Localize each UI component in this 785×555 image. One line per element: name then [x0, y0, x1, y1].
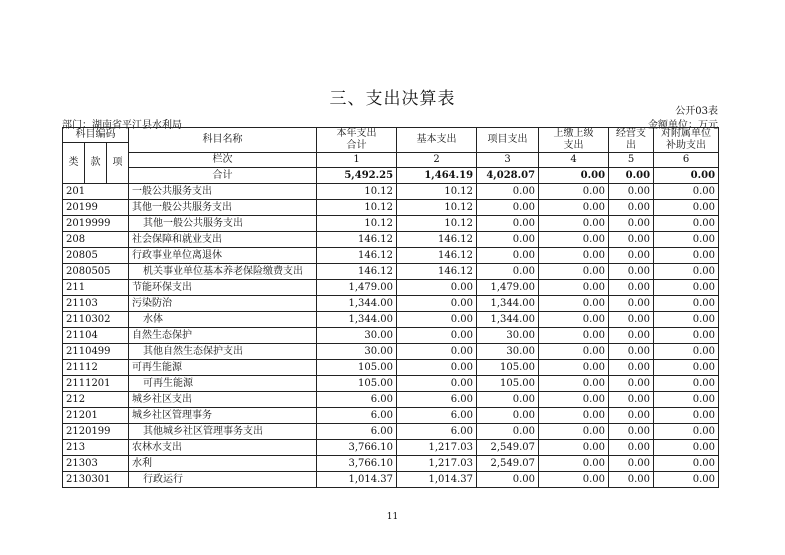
amount-cell: 0.00 — [397, 376, 477, 392]
amount-cell: 0.00 — [654, 472, 719, 488]
total-row — [63, 168, 719, 184]
amount-cell: 0.00 — [539, 328, 609, 344]
col-num: 3 — [477, 153, 539, 168]
amount-cell: 10.12 — [397, 184, 477, 200]
table-row — [63, 312, 719, 328]
subject-code: 21112 — [63, 360, 129, 376]
subject-code: 213 — [63, 440, 129, 456]
amount-cell: 0.00 — [477, 200, 539, 216]
table-row — [63, 248, 719, 264]
subject-code: 2111201 — [63, 376, 129, 392]
amount-cell: 0.00 — [609, 408, 654, 424]
table-row — [63, 392, 719, 408]
amount-cell: 0.00 — [654, 296, 719, 312]
amount-cell: 0.00 — [654, 232, 719, 248]
subject-code: 21103 — [63, 296, 129, 312]
amount-cell: 146.12 — [317, 264, 397, 280]
amount-cell: 1,344.00 — [317, 312, 397, 328]
amount-cell: 0.00 — [609, 424, 654, 440]
expenditure-table — [62, 127, 719, 488]
subject-name: 其他城乡社区管理事务支出 — [129, 424, 317, 440]
total-value: 0.00 — [539, 168, 609, 184]
header-total-line2: 合计 — [346, 140, 367, 151]
amount-cell: 0.00 — [539, 184, 609, 200]
table-row — [63, 200, 719, 216]
amount-cell: 30.00 — [317, 344, 397, 360]
subject-name: 行政事业单位离退休 — [129, 248, 317, 264]
header-shangjiao-line2: 支出 — [563, 140, 584, 151]
subject-code: 2110302 — [63, 312, 129, 328]
table-row — [63, 296, 719, 312]
amount-cell: 0.00 — [609, 184, 654, 200]
header-kuan: 款 — [85, 143, 107, 184]
table-row — [63, 360, 719, 376]
amount-cell: 0.00 — [477, 472, 539, 488]
amount-cell: 0.00 — [654, 376, 719, 392]
amount-cell: 0.00 — [539, 232, 609, 248]
amount-cell: 1,479.00 — [317, 280, 397, 296]
amount-cell: 0.00 — [539, 360, 609, 376]
total-value: 0.00 — [654, 168, 719, 184]
subject-code: 2019999 — [63, 216, 129, 232]
table-row — [63, 424, 719, 440]
amount-cell: 0.00 — [539, 472, 609, 488]
amount-cell: 0.00 — [477, 248, 539, 264]
amount-cell: 6.00 — [317, 408, 397, 424]
table-row — [63, 184, 719, 200]
subject-code: 21201 — [63, 408, 129, 424]
amount-cell: 0.00 — [654, 456, 719, 472]
header-row-1 — [63, 128, 719, 143]
amount-cell: 6.00 — [397, 392, 477, 408]
amount-cell: 0.00 — [397, 312, 477, 328]
subject-name: 可再生能源 — [129, 376, 317, 392]
header-jingying — [609, 128, 654, 153]
amount-cell: 146.12 — [317, 248, 397, 264]
amount-cell: 3,766.10 — [317, 456, 397, 472]
amount-cell: 10.12 — [317, 200, 397, 216]
amount-cell: 0.00 — [539, 248, 609, 264]
amount-cell: 30.00 — [477, 328, 539, 344]
header-shangjiao — [539, 128, 609, 153]
header-subject-name: 科目名称 — [129, 128, 317, 153]
subject-name: 水体 — [129, 312, 317, 328]
table-row — [63, 264, 719, 280]
header-jingying-line1: 经营支 — [616, 128, 647, 139]
subject-code: 2110499 — [63, 344, 129, 360]
col-num: 6 — [654, 153, 719, 168]
amount-cell: 1,217.03 — [397, 440, 477, 456]
subject-name: 其他一般公共服务支出 — [129, 200, 317, 216]
header-project: 项目支出 — [477, 128, 539, 153]
amount-cell: 6.00 — [317, 392, 397, 408]
total-value: 4,028.07 — [477, 168, 539, 184]
amount-cell: 0.00 — [397, 296, 477, 312]
amount-cell: 0.00 — [654, 216, 719, 232]
amount-cell: 0.00 — [539, 280, 609, 296]
amount-cell: 0.00 — [609, 264, 654, 280]
amount-cell: 1,344.00 — [317, 296, 397, 312]
total-value: 5,492.25 — [317, 168, 397, 184]
table-row — [63, 376, 719, 392]
subject-name: 机关事业单位基本养老保险缴费支出 — [129, 264, 317, 280]
subject-name: 污染防治 — [129, 296, 317, 312]
header-total-line1: 本年支出 — [336, 128, 377, 139]
amount-cell: 0.00 — [477, 424, 539, 440]
amount-cell: 105.00 — [477, 360, 539, 376]
amount-cell: 30.00 — [317, 328, 397, 344]
amount-cell: 0.00 — [654, 328, 719, 344]
header-xiang: 项 — [107, 143, 129, 184]
subject-name: 农林水支出 — [129, 440, 317, 456]
amount-cell: 0.00 — [477, 184, 539, 200]
amount-cell: 6.00 — [317, 424, 397, 440]
table-row — [63, 472, 719, 488]
col-num: 1 — [317, 153, 397, 168]
amount-cell: 1,217.03 — [397, 456, 477, 472]
amount-cell: 0.00 — [539, 392, 609, 408]
amount-cell: 30.00 — [477, 344, 539, 360]
column-number-row — [63, 153, 719, 168]
amount-cell: 146.12 — [397, 264, 477, 280]
amount-cell: 0.00 — [397, 280, 477, 296]
total-label: 合计 — [129, 168, 317, 184]
amount-cell: 0.00 — [609, 280, 654, 296]
header-lei: 类 — [63, 143, 85, 184]
amount-cell: 0.00 — [654, 392, 719, 408]
subject-code: 208 — [63, 232, 129, 248]
amount-cell: 2,549.07 — [477, 440, 539, 456]
amount-cell: 0.00 — [539, 216, 609, 232]
amount-cell: 1,014.37 — [397, 472, 477, 488]
amount-cell: 146.12 — [397, 232, 477, 248]
subject-name: 行政运行 — [129, 472, 317, 488]
subject-code: 20805 — [63, 248, 129, 264]
amount-cell: 1,479.00 — [477, 280, 539, 296]
amount-cell: 0.00 — [539, 344, 609, 360]
header-shangjiao-line1: 上缴上级 — [553, 128, 594, 139]
form-code: 公开03表 — [675, 106, 718, 117]
subject-name: 自然生态保护 — [129, 328, 317, 344]
col-num: 2 — [397, 153, 477, 168]
amount-cell: 0.00 — [539, 296, 609, 312]
subject-code: 2130301 — [63, 472, 129, 488]
department-label: 部门：湖南省平江县水利局 — [62, 120, 182, 131]
amount-cell: 146.12 — [397, 248, 477, 264]
amount-cell: 0.00 — [654, 440, 719, 456]
amount-cell: 0.00 — [539, 376, 609, 392]
amount-cell: 0.00 — [539, 408, 609, 424]
amount-cell: 0.00 — [539, 424, 609, 440]
header-subject-code: 科目编码 — [63, 128, 129, 143]
amount-cell: 2,549.07 — [477, 456, 539, 472]
page-title: 三、支出决算表 — [329, 89, 456, 109]
amount-cell: 0.00 — [654, 424, 719, 440]
subject-name: 其他一般公共服务支出 — [129, 216, 317, 232]
amount-cell: 0.00 — [477, 408, 539, 424]
subject-name: 城乡社区支出 — [129, 392, 317, 408]
subject-code: 21104 — [63, 328, 129, 344]
amount-cell: 105.00 — [477, 376, 539, 392]
amount-cell: 0.00 — [654, 312, 719, 328]
total-value: 0.00 — [609, 168, 654, 184]
amount-cell: 0.00 — [654, 408, 719, 424]
total-value: 1,464.19 — [397, 168, 477, 184]
table-row — [63, 216, 719, 232]
amount-cell: 0.00 — [609, 312, 654, 328]
amount-cell: 0.00 — [609, 376, 654, 392]
amount-cell: 0.00 — [654, 264, 719, 280]
col-num: 4 — [539, 153, 609, 168]
subject-name: 水利 — [129, 456, 317, 472]
amount-cell: 0.00 — [397, 328, 477, 344]
amount-cell: 10.12 — [317, 216, 397, 232]
amount-cell: 0.00 — [654, 344, 719, 360]
subject-code: 211 — [63, 280, 129, 296]
amount-cell: 0.00 — [609, 472, 654, 488]
header-buzhu — [654, 128, 719, 153]
table-row — [63, 280, 719, 296]
amount-cell: 0.00 — [539, 264, 609, 280]
amount-cell: 0.00 — [477, 216, 539, 232]
amount-cell: 10.12 — [397, 216, 477, 232]
amount-cell: 0.00 — [477, 392, 539, 408]
amount-cell: 0.00 — [539, 312, 609, 328]
amount-cell: 105.00 — [317, 360, 397, 376]
subject-name: 一般公共服务支出 — [129, 184, 317, 200]
subject-name: 其他自然生态保护支出 — [129, 344, 317, 360]
amount-cell: 3,766.10 — [317, 440, 397, 456]
amount-cell: 105.00 — [317, 376, 397, 392]
table-row — [63, 408, 719, 424]
amount-cell: 0.00 — [654, 184, 719, 200]
amount-cell: 1,344.00 — [477, 312, 539, 328]
header-buzhu-line1: 对附属单位 — [661, 128, 712, 139]
header-total — [317, 128, 397, 153]
amount-cell: 0.00 — [397, 344, 477, 360]
table-row — [63, 328, 719, 344]
amount-cell: 0.00 — [609, 216, 654, 232]
amount-cell: 0.00 — [477, 264, 539, 280]
subject-name: 城乡社区管理事务 — [129, 408, 317, 424]
unit-label: 金额单位：万元 — [648, 120, 718, 131]
amount-cell: 0.00 — [397, 360, 477, 376]
subject-name: 社会保障和就业支出 — [129, 232, 317, 248]
subject-code: 20199 — [63, 200, 129, 216]
amount-cell: 0.00 — [539, 456, 609, 472]
col-num: 5 — [609, 153, 654, 168]
amount-cell: 0.00 — [609, 296, 654, 312]
header-basic: 基本支出 — [397, 128, 477, 153]
amount-cell: 0.00 — [609, 392, 654, 408]
amount-cell: 10.12 — [397, 200, 477, 216]
amount-cell: 0.00 — [609, 200, 654, 216]
page-number: 11 — [386, 512, 399, 522]
amount-cell: 0.00 — [609, 456, 654, 472]
amount-cell: 0.00 — [539, 200, 609, 216]
amount-cell: 0.00 — [609, 440, 654, 456]
amount-cell: 0.00 — [609, 360, 654, 376]
table-row — [63, 344, 719, 360]
amount-cell: 0.00 — [477, 232, 539, 248]
subject-code: 212 — [63, 392, 129, 408]
amount-cell: 6.00 — [397, 408, 477, 424]
header-buzhu-line2: 补助支出 — [666, 140, 707, 151]
amount-cell: 146.12 — [317, 232, 397, 248]
table-row — [63, 440, 719, 456]
table-row — [63, 456, 719, 472]
subject-name: 节能环保支出 — [129, 280, 317, 296]
amount-cell: 0.00 — [654, 280, 719, 296]
amount-cell: 0.00 — [654, 360, 719, 376]
amount-cell: 0.00 — [654, 200, 719, 216]
subject-name: 可再生能源 — [129, 360, 317, 376]
amount-cell: 10.12 — [317, 184, 397, 200]
amount-cell: 0.00 — [609, 344, 654, 360]
header-jingying-line2: 出 — [626, 140, 637, 151]
amount-cell: 0.00 — [654, 248, 719, 264]
subject-code: 2080505 — [63, 264, 129, 280]
amount-cell: 0.00 — [609, 248, 654, 264]
amount-cell: 6.00 — [397, 424, 477, 440]
subject-code: 2120199 — [63, 424, 129, 440]
amount-cell: 0.00 — [609, 232, 654, 248]
subject-code: 21303 — [63, 456, 129, 472]
table-row — [63, 232, 719, 248]
amount-cell: 1,344.00 — [477, 296, 539, 312]
amount-cell: 1,014.37 — [317, 472, 397, 488]
amount-cell: 0.00 — [539, 440, 609, 456]
lanci-label: 栏次 — [129, 153, 317, 168]
subject-code: 201 — [63, 184, 129, 200]
amount-cell: 0.00 — [609, 328, 654, 344]
